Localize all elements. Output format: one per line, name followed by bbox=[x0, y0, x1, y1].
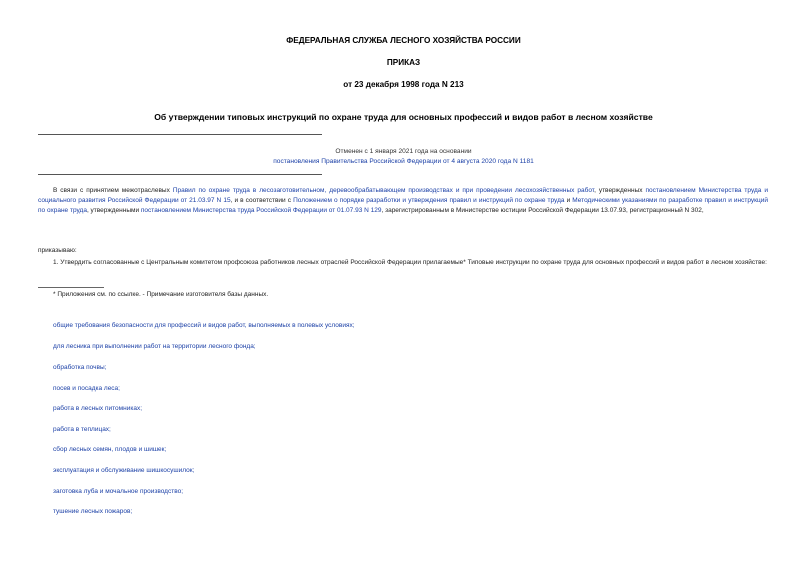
agency-name: ФЕДЕРАЛЬНАЯ СЛУЖБА ЛЕСНОГО ХОЗЯЙСТВА РОССИИ bbox=[286, 36, 521, 45]
order-word: приказываю: bbox=[38, 247, 77, 254]
point-1: 1. Утвердить согласованные с Центральным комитетом профсоюза работников лесных отраслей Российской Федерации прилагаемые* Типовые инструкции по охране труда для основных профессий и видов работ в лесном хозяйстве: bbox=[53, 259, 767, 266]
preamble-text-1: В связи с принятием межотраслевых bbox=[53, 187, 173, 194]
doc-date-number: от 23 декабря 1998 года N 213 bbox=[343, 80, 464, 89]
status-link[interactable]: постановления Правительства Российской Федерации от 4 августа 2020 года N 1181 bbox=[273, 158, 534, 165]
list-item[interactable]: сбор лесных семян, плодов и шишек; bbox=[53, 446, 167, 453]
divider-top bbox=[38, 134, 322, 135]
list-item[interactable]: тушение лесных пожаров; bbox=[53, 508, 133, 515]
preamble-text-2: , утвержденных bbox=[594, 187, 646, 194]
footnote-divider bbox=[38, 287, 104, 288]
preamble-text-5: , утвержденными bbox=[86, 206, 141, 214]
list-item[interactable]: работа в лесных питомниках; bbox=[53, 405, 143, 412]
preamble-link-regulation[interactable]: Положением о порядке разработки и утверждения правил и инструкций по охране труда bbox=[293, 196, 565, 204]
status-text: Отменен с 1 января 2021 года на основании bbox=[335, 148, 472, 155]
doc-title: Об утверждении типовых инструкций по охране труда для основных профессий и видов работ в лесном хозяйстве bbox=[154, 112, 653, 122]
preamble-text-4: и bbox=[564, 196, 573, 204]
list-item[interactable]: заготовка луба и мочальное производство; bbox=[53, 488, 184, 495]
preamble-text-6: , зарегистрированным в Министерстве юстиции Российской Федерации 13.07.93, регистрационный N 302, bbox=[381, 206, 704, 214]
list-item[interactable]: эксплуатация и обслуживание шишкосушилок; bbox=[53, 467, 195, 474]
list-item[interactable]: работа в теплицах; bbox=[53, 426, 111, 433]
preamble-link-resolution-129[interactable]: постановлением Министерства труда Российской Федерации от 01.07.93 N 129 bbox=[140, 206, 382, 214]
list-item[interactable]: обработка почвы; bbox=[53, 364, 107, 371]
footnote: * Приложения см. по ссылке. - Примечание изготовителя базы данных. bbox=[53, 291, 269, 298]
list-item[interactable]: общие требования безопасности для профессий и видов работ, выполняемых в полевых условиях; bbox=[53, 322, 355, 329]
preamble-link-resolution-15[interactable]: постановлением Министерства труда и социального развития Российской Федерации от 21.03.97 N 15 bbox=[38, 187, 768, 204]
preamble-link-guidelines[interactable]: Методическими указаниями по разработке правил и инструкций по охране труда bbox=[38, 196, 768, 214]
divider-bottom bbox=[38, 174, 322, 175]
list-item[interactable]: для лесника при выполнении работ на территории лесного фонда; bbox=[53, 343, 256, 350]
preamble-paragraph bbox=[38, 186, 768, 215]
list-item[interactable]: посев и посадка леса; bbox=[53, 385, 120, 392]
doc-type: ПРИКАЗ bbox=[386, 58, 421, 67]
preamble-text-3: , и в соответствии с bbox=[230, 196, 294, 204]
preamble-link-rules[interactable]: Правил по охране труда в лесозаготовительном, деревообрабатывающем производствах и при проведении лесохозяйственных работ bbox=[172, 187, 595, 194]
